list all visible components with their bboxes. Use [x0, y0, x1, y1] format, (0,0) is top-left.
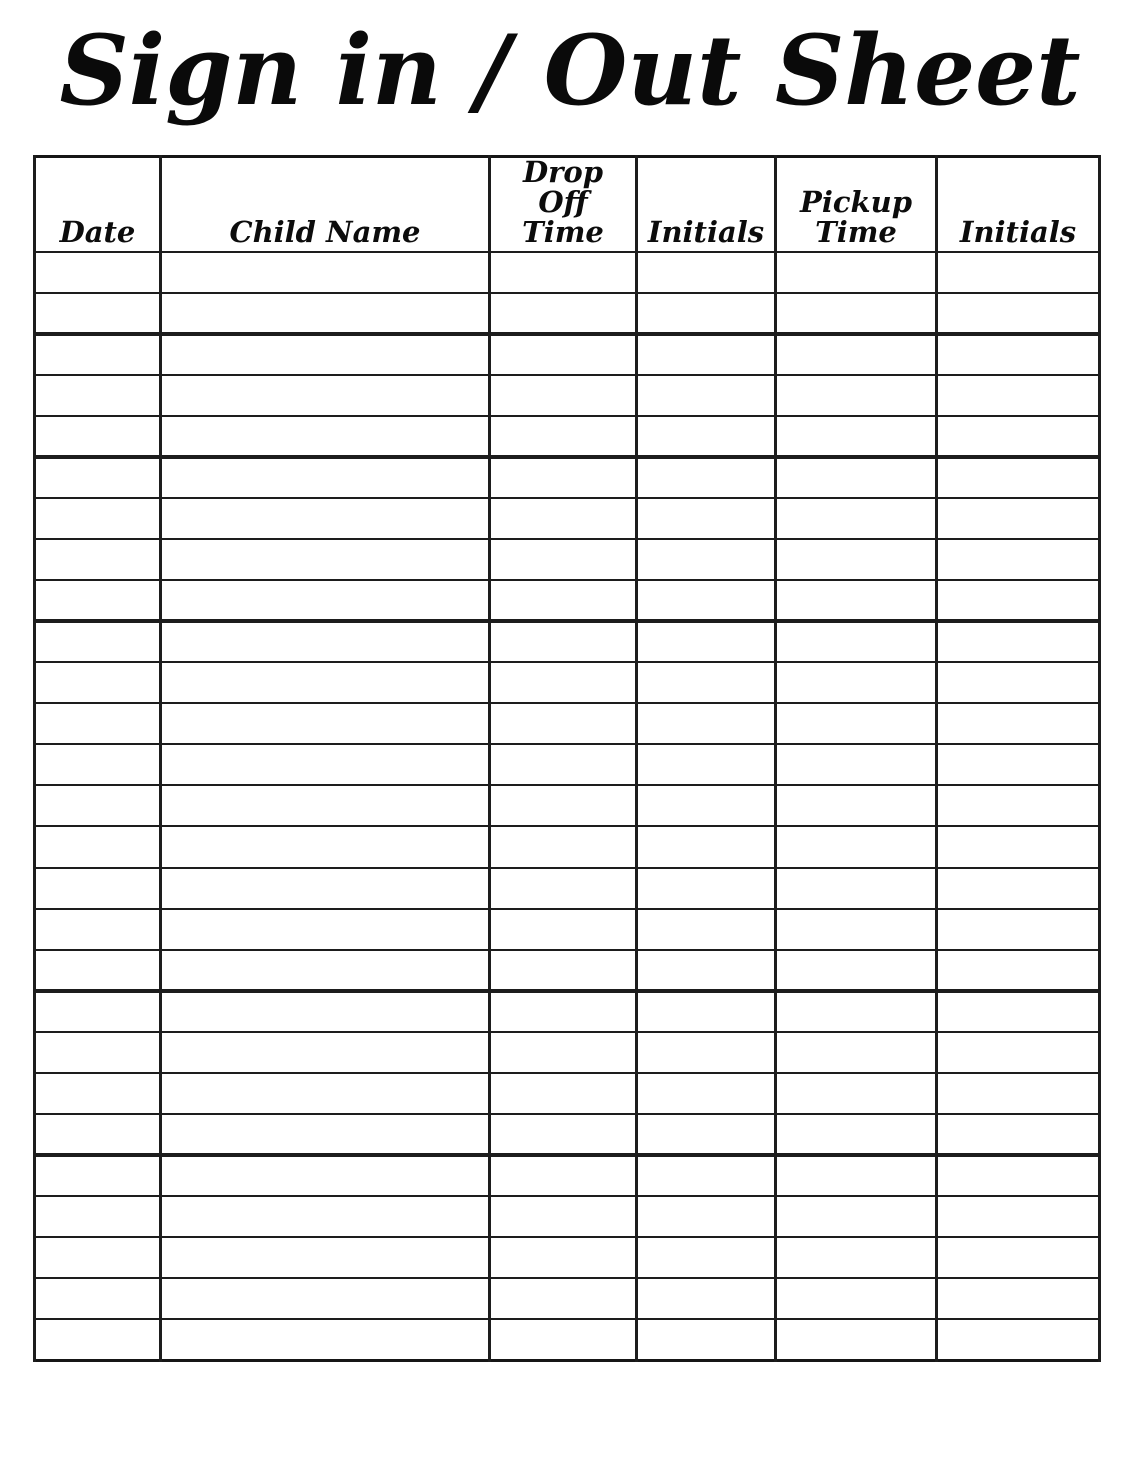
- empty-cell-initials-pickup: [937, 334, 1100, 375]
- empty-cell-date: [35, 662, 161, 703]
- empty-cell-initials-pickup: [937, 293, 1100, 334]
- empty-cell-pickup-time: [776, 416, 937, 457]
- empty-cell-child-name: [161, 1196, 490, 1237]
- table-row: [35, 1032, 1100, 1073]
- empty-cell-drop-off-time: [490, 1237, 637, 1278]
- table-row: [35, 662, 1100, 703]
- empty-cell-drop-off-time: [490, 457, 637, 498]
- empty-cell-initials-dropoff: [637, 744, 776, 785]
- empty-cell-pickup-time: [776, 868, 937, 909]
- empty-cell-pickup-time: [776, 703, 937, 744]
- empty-cell-child-name: [161, 1278, 490, 1319]
- empty-cell-initials-dropoff: [637, 950, 776, 991]
- empty-cell-drop-off-time: [490, 662, 637, 703]
- table-row: [35, 1319, 1100, 1360]
- empty-cell-child-name: [161, 1114, 490, 1155]
- empty-cell-date: [35, 1196, 161, 1237]
- empty-cell-initials-pickup: [937, 1032, 1100, 1073]
- empty-cell-pickup-time: [776, 1114, 937, 1155]
- empty-cell-initials-dropoff: [637, 334, 776, 375]
- empty-cell-date: [35, 1114, 161, 1155]
- empty-cell-date: [35, 703, 161, 744]
- empty-cell-pickup-time: [776, 1278, 937, 1319]
- empty-cell-initials-dropoff: [637, 1237, 776, 1278]
- empty-cell-child-name: [161, 909, 490, 950]
- empty-cell-date: [35, 1032, 161, 1073]
- empty-cell-drop-off-time: [490, 252, 637, 293]
- empty-cell-initials-pickup: [937, 1278, 1100, 1319]
- empty-cell-child-name: [161, 991, 490, 1032]
- empty-cell-drop-off-time: [490, 580, 637, 621]
- table-row: [35, 1155, 1100, 1196]
- empty-cell-date: [35, 416, 161, 457]
- empty-cell-child-name: [161, 868, 490, 909]
- empty-cell-initials-dropoff: [637, 1196, 776, 1237]
- empty-cell-child-name: [161, 252, 490, 293]
- empty-cell-initials-pickup: [937, 457, 1100, 498]
- empty-cell-initials-dropoff: [637, 416, 776, 457]
- empty-cell-drop-off-time: [490, 416, 637, 457]
- table-row: [35, 868, 1100, 909]
- empty-cell-date: [35, 909, 161, 950]
- empty-cell-pickup-time: [776, 1032, 937, 1073]
- empty-cell-drop-off-time: [490, 826, 637, 867]
- table-row: [35, 1114, 1100, 1155]
- empty-cell-child-name: [161, 1319, 490, 1360]
- header-row: [35, 157, 1100, 252]
- empty-cell-pickup-time: [776, 991, 937, 1032]
- empty-cell-pickup-time: [776, 498, 937, 539]
- empty-cell-date: [35, 457, 161, 498]
- empty-cell-initials-dropoff: [637, 662, 776, 703]
- empty-cell-initials-pickup: [937, 621, 1100, 662]
- empty-cell-child-name: [161, 703, 490, 744]
- empty-cell-drop-off-time: [490, 621, 637, 662]
- empty-cell-date: [35, 580, 161, 621]
- empty-cell-initials-pickup: [937, 1155, 1100, 1196]
- empty-cell-drop-off-time: [490, 293, 637, 334]
- table-row: [35, 252, 1100, 293]
- empty-cell-initials-pickup: [937, 785, 1100, 826]
- empty-cell-pickup-time: [776, 293, 937, 334]
- table-row: [35, 826, 1100, 867]
- empty-cell-initials-dropoff: [637, 580, 776, 621]
- empty-cell-drop-off-time: [490, 785, 637, 826]
- empty-cell-pickup-time: [776, 662, 937, 703]
- empty-cell-drop-off-time: [490, 498, 637, 539]
- empty-cell-child-name: [161, 1155, 490, 1196]
- empty-cell-initials-dropoff: [637, 991, 776, 1032]
- empty-cell-pickup-time: [776, 252, 937, 293]
- empty-cell-initials-pickup: [937, 909, 1100, 950]
- empty-cell-initials-dropoff: [637, 621, 776, 662]
- table-row: [35, 909, 1100, 950]
- empty-cell-date: [35, 950, 161, 991]
- empty-cell-drop-off-time: [490, 868, 637, 909]
- empty-cell-initials-pickup: [937, 498, 1100, 539]
- empty-cell-date: [35, 621, 161, 662]
- table-row: [35, 621, 1100, 662]
- empty-cell-child-name: [161, 416, 490, 457]
- empty-cell-initials-dropoff: [637, 785, 776, 826]
- table-row: [35, 375, 1100, 416]
- table-row: [35, 744, 1100, 785]
- empty-cell-pickup-time: [776, 1073, 937, 1114]
- empty-cell-initials-dropoff: [637, 1278, 776, 1319]
- empty-cell-initials-pickup: [937, 1319, 1100, 1360]
- empty-cell-initials-pickup: [937, 950, 1100, 991]
- empty-cell-drop-off-time: [490, 703, 637, 744]
- empty-cell-child-name: [161, 950, 490, 991]
- empty-cell-child-name: [161, 580, 490, 621]
- empty-cell-date: [35, 375, 161, 416]
- empty-cell-initials-pickup: [937, 703, 1100, 744]
- empty-cell-pickup-time: [776, 580, 937, 621]
- table-row: [35, 293, 1100, 334]
- empty-cell-child-name: [161, 457, 490, 498]
- empty-cell-initials-pickup: [937, 662, 1100, 703]
- empty-cell-pickup-time: [776, 909, 937, 950]
- empty-cell-initials-dropoff: [637, 1319, 776, 1360]
- table-row: [35, 334, 1100, 375]
- empty-cell-initials-dropoff: [637, 703, 776, 744]
- empty-cell-drop-off-time: [490, 375, 637, 416]
- empty-cell-pickup-time: [776, 334, 937, 375]
- table-row: [35, 416, 1100, 457]
- empty-cell-initials-pickup: [937, 1237, 1100, 1278]
- empty-cell-pickup-time: [776, 950, 937, 991]
- empty-cell-date: [35, 868, 161, 909]
- empty-cell-initials-dropoff: [637, 1073, 776, 1114]
- empty-cell-date: [35, 334, 161, 375]
- empty-cell-initials-pickup: [937, 252, 1100, 293]
- table-row: [35, 580, 1100, 621]
- column-header-initials-dropoff: Initials: [637, 157, 776, 252]
- table-row: [35, 1278, 1100, 1319]
- column-header-drop-off-time: Drop Off Time: [490, 157, 637, 252]
- empty-cell-date: [35, 785, 161, 826]
- empty-cell-date: [35, 293, 161, 334]
- column-header-initials-pickup: Initials: [937, 157, 1100, 252]
- empty-cell-drop-off-time: [490, 1114, 637, 1155]
- table-row: [35, 498, 1100, 539]
- page-title: Sign in / Out Sheet: [59, 14, 1081, 127]
- empty-cell-date: [35, 826, 161, 867]
- empty-cell-pickup-time: [776, 1237, 937, 1278]
- empty-cell-initials-dropoff: [637, 909, 776, 950]
- empty-cell-drop-off-time: [490, 991, 637, 1032]
- empty-cell-child-name: [161, 1032, 490, 1073]
- empty-cell-date: [35, 498, 161, 539]
- empty-cell-initials-dropoff: [637, 498, 776, 539]
- empty-cell-initials-pickup: [937, 580, 1100, 621]
- empty-cell-initials-dropoff: [637, 1032, 776, 1073]
- empty-cell-child-name: [161, 498, 490, 539]
- empty-cell-child-name: [161, 1073, 490, 1114]
- empty-cell-child-name: [161, 744, 490, 785]
- empty-cell-drop-off-time: [490, 744, 637, 785]
- empty-cell-date: [35, 1319, 161, 1360]
- empty-cell-drop-off-time: [490, 1319, 637, 1360]
- empty-cell-initials-dropoff: [637, 293, 776, 334]
- empty-cell-pickup-time: [776, 744, 937, 785]
- empty-cell-initials-dropoff: [637, 252, 776, 293]
- table-body: [35, 252, 1100, 1361]
- empty-cell-initials-pickup: [937, 744, 1100, 785]
- empty-cell-initials-dropoff: [637, 826, 776, 867]
- column-header-pickup-time: Pickup Time: [776, 157, 937, 252]
- column-header-date: Date: [35, 157, 161, 252]
- empty-cell-pickup-time: [776, 539, 937, 580]
- table-row: [35, 991, 1100, 1032]
- empty-cell-pickup-time: [776, 375, 937, 416]
- empty-cell-child-name: [161, 826, 490, 867]
- table-row: [35, 457, 1100, 498]
- empty-cell-pickup-time: [776, 621, 937, 662]
- empty-cell-child-name: [161, 1237, 490, 1278]
- empty-cell-drop-off-time: [490, 950, 637, 991]
- empty-cell-date: [35, 1155, 161, 1196]
- empty-cell-pickup-time: [776, 826, 937, 867]
- empty-cell-drop-off-time: [490, 334, 637, 375]
- empty-cell-child-name: [161, 539, 490, 580]
- empty-cell-initials-dropoff: [637, 457, 776, 498]
- empty-cell-date: [35, 539, 161, 580]
- empty-cell-child-name: [161, 293, 490, 334]
- empty-cell-child-name: [161, 334, 490, 375]
- empty-cell-date: [35, 1237, 161, 1278]
- empty-cell-initials-pickup: [937, 991, 1100, 1032]
- empty-cell-drop-off-time: [490, 1196, 637, 1237]
- empty-cell-initials-pickup: [937, 375, 1100, 416]
- table-row: [35, 703, 1100, 744]
- empty-cell-pickup-time: [776, 785, 937, 826]
- sign-in-out-table: [33, 155, 1101, 1362]
- empty-cell-initials-dropoff: [637, 868, 776, 909]
- empty-cell-initials-pickup: [937, 539, 1100, 580]
- empty-cell-initials-dropoff: [637, 539, 776, 580]
- empty-cell-initials-pickup: [937, 416, 1100, 457]
- empty-cell-pickup-time: [776, 457, 937, 498]
- empty-cell-date: [35, 252, 161, 293]
- empty-cell-date: [35, 1278, 161, 1319]
- empty-cell-initials-dropoff: [637, 1155, 776, 1196]
- table-row: [35, 785, 1100, 826]
- empty-cell-pickup-time: [776, 1196, 937, 1237]
- table-row: [35, 1237, 1100, 1278]
- empty-cell-pickup-time: [776, 1319, 937, 1360]
- empty-cell-drop-off-time: [490, 539, 637, 580]
- empty-cell-initials-pickup: [937, 1073, 1100, 1114]
- empty-cell-drop-off-time: [490, 1032, 637, 1073]
- empty-cell-initials-dropoff: [637, 375, 776, 416]
- empty-cell-child-name: [161, 621, 490, 662]
- empty-cell-child-name: [161, 785, 490, 826]
- empty-cell-child-name: [161, 375, 490, 416]
- empty-cell-drop-off-time: [490, 1073, 637, 1114]
- empty-cell-drop-off-time: [490, 1278, 637, 1319]
- empty-cell-initials-pickup: [937, 1114, 1100, 1155]
- empty-cell-date: [35, 1073, 161, 1114]
- empty-cell-drop-off-time: [490, 1155, 637, 1196]
- empty-cell-initials-pickup: [937, 826, 1100, 867]
- empty-cell-date: [35, 991, 161, 1032]
- empty-cell-child-name: [161, 662, 490, 703]
- empty-cell-pickup-time: [776, 1155, 937, 1196]
- empty-cell-drop-off-time: [490, 909, 637, 950]
- empty-cell-initials-pickup: [937, 1196, 1100, 1237]
- empty-cell-date: [35, 744, 161, 785]
- table-row: [35, 950, 1100, 991]
- empty-cell-initials-dropoff: [637, 1114, 776, 1155]
- table-row: [35, 1073, 1100, 1114]
- table-row: [35, 539, 1100, 580]
- table-row: [35, 1196, 1100, 1237]
- empty-cell-initials-pickup: [937, 868, 1100, 909]
- column-header-child-name: Child Name: [161, 157, 490, 252]
